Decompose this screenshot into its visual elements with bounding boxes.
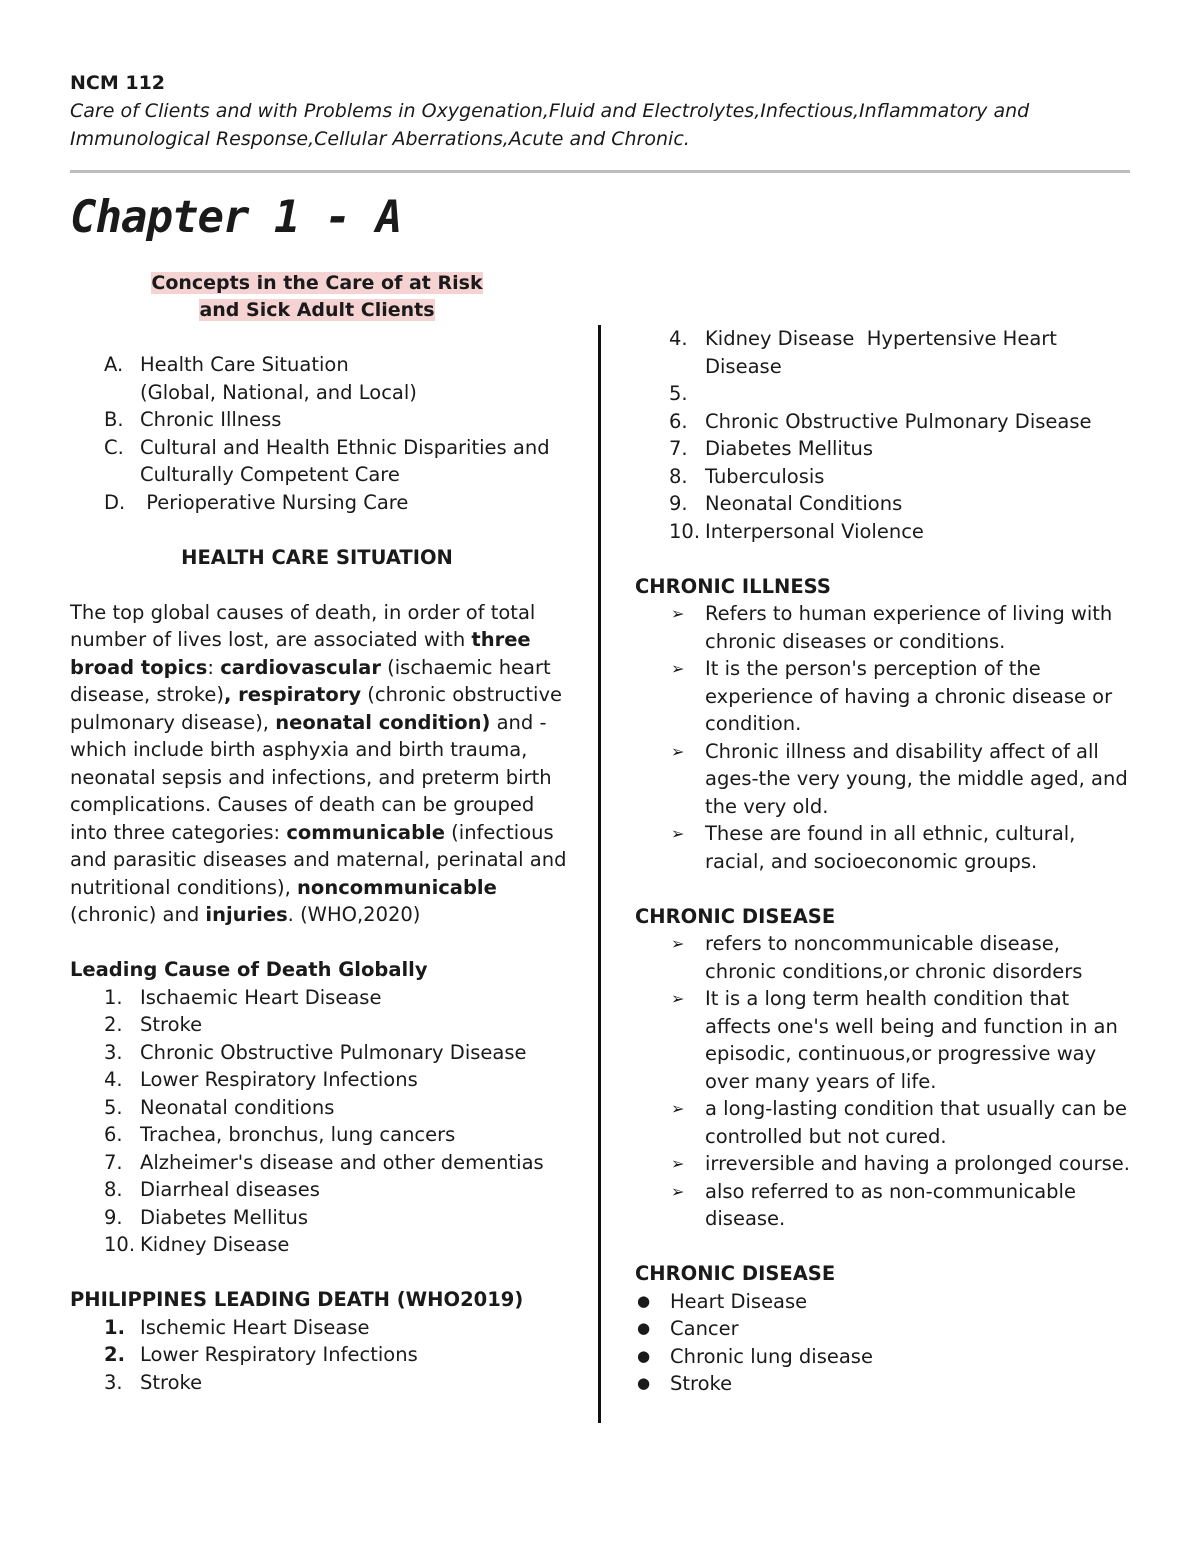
list-item: 4. Lower Respiratory Infections — [104, 1068, 418, 1091]
dot-bullet-icon: ● — [637, 1346, 651, 1365]
global-causes-list — [70, 984, 570, 1259]
arrow-bullet-icon: ➢ — [671, 934, 685, 953]
list-item: ➢ It is the person's perception of the experience of having a chronic disease or condition. — [671, 657, 1113, 735]
course-code: NCM 112 — [70, 72, 166, 94]
list-item: 8. Tuberculosis — [669, 464, 825, 488]
outline-item — [70, 489, 570, 517]
health-care-paragraph: The top global causes of death, in order of total number of lives lost, are associated with three broad topics: cardiovascular (ischaemic heart disease, stroke), respiratory (chronic obstructive pulmonary disease), neonatal condition) and - which include birth asphyxia and birth trauma, neonatal sepsis and infections, and preterm birth complications. Causes of death can be grouped into three categories: communicable (infectious and parasitic diseases and maternal, perinatal and nutritional conditions), noncommunicable (chronic) and injuries. (WHO,2020) — [70, 600, 567, 926]
list-item: 1. Ischemic Heart Disease — [104, 1315, 370, 1339]
dot-bullet-icon: ● — [637, 1319, 651, 1337]
outline-text: (Global, National, and Local) — [140, 380, 417, 404]
header-rule — [70, 170, 1130, 173]
arrow-bullet-icon: ➢ — [671, 824, 685, 843]
arrow-bullet-icon: ➢ — [671, 1154, 685, 1173]
global-causes-heading: Leading Cause of Death Globally — [70, 958, 428, 981]
arrow-bullet-icon: ➢ — [671, 1099, 685, 1118]
list-item: 10. Interpersonal Violence — [669, 519, 924, 543]
list-item: ➢ a long-lasting condition that usually can be controlled but not cured. — [671, 1097, 1127, 1148]
list-item: 3. Stroke — [104, 1370, 203, 1394]
chronic-illness-list — [635, 600, 1135, 875]
chapter-title: Chapter 1 - A — [70, 192, 402, 243]
outline-text: Cultural and Health Ethnic Disparities and — [140, 435, 550, 459]
list-item: ● Heart Disease — [635, 1288, 1135, 1316]
list-item: ● Stroke — [635, 1370, 1135, 1398]
list-item: ● Cancer — [635, 1315, 1135, 1343]
health-care-heading: HEALTH CARE SITUATION — [181, 545, 453, 569]
list-item: ➢ also referred to as non-communicable disease. — [671, 1179, 1076, 1230]
list-item: 8. Diarrheal diseases — [104, 1178, 320, 1201]
list-item: 1. Ischaemic Heart Disease — [104, 985, 382, 1009]
left-column — [70, 351, 570, 1396]
list-item: 4. Kidney Disease Hypertensive Heart Disease — [669, 327, 1057, 378]
outline-marker: A. — [104, 353, 124, 376]
course-description: Care of Clients and with Problems in Oxygenation,Fluid and Electrolytes,Infectious,Inflammatory and Immunological Response,Cellular Aberrations,Acute and Chronic. — [70, 100, 1030, 150]
outline-marker: B. — [104, 408, 124, 431]
ph-causes-heading: PHILIPPINES LEADING DEATH (WHO2019) — [70, 1288, 524, 1311]
outline-marker: D. — [104, 490, 126, 514]
outline-item — [70, 406, 570, 434]
list-item: 9. Diabetes Mellitus — [104, 1205, 308, 1229]
arrow-bullet-icon: ➢ — [671, 741, 685, 761]
chronic-illness-heading: CHRONIC ILLNESS — [635, 574, 831, 598]
arrow-bullet-icon: ➢ — [671, 1181, 685, 1201]
outline-marker: C. — [104, 435, 124, 459]
dot-bullet-icon: ● — [637, 1374, 651, 1392]
list-item: 3. Chronic Obstructive Pulmonary Disease — [104, 1040, 527, 1064]
list-item: 2. Lower Respiratory Infections — [104, 1343, 418, 1366]
list-item: 6. Chronic Obstructive Pulmonary Disease — [669, 409, 1092, 433]
outline-text: Perioperative Nursing Care — [140, 490, 409, 514]
outline-text: Culturally Competent Care — [140, 463, 400, 486]
list-item: 7. Alzheimer's disease and other dementias — [104, 1150, 544, 1174]
chronic-disease-examples-heading: CHRONIC DISEASE — [635, 1262, 836, 1285]
list-item: ➢ irreversible and having a prolonged course. — [635, 1150, 1135, 1178]
chapter-subtitle — [70, 270, 564, 324]
chronic-disease-examples-list — [635, 1288, 1135, 1398]
outline-text: Chronic Illness — [140, 408, 282, 431]
chronic-disease-heading: CHRONIC DISEASE — [635, 904, 836, 928]
list-item: 6. Trachea, bronchus, lung cancers — [104, 1123, 456, 1146]
list-item: 5. Neonatal conditions — [104, 1095, 335, 1119]
list-item: ● Chronic lung disease — [635, 1343, 1135, 1371]
arrow-bullet-icon: ➢ — [671, 659, 685, 678]
list-item: 2. Stroke — [104, 1013, 203, 1036]
subtitle-line-1: Concepts in the Care of at Risk — [151, 272, 483, 294]
subtitle-line-2: and Sick Adult Clients — [199, 299, 435, 321]
outline-list — [70, 351, 570, 516]
list-item: ➢ It is a long term health condition that affects one's well being and function in an episodic, continuous,or progressive way over many years of life. — [671, 987, 1118, 1093]
dot-bullet-icon: ● — [637, 1291, 651, 1310]
arrow-bullet-icon: ➢ — [671, 989, 685, 1008]
ph-causes-list — [70, 1314, 570, 1397]
arrow-bullet-icon: ➢ — [671, 604, 685, 623]
list-item: ➢ refers to noncommunicable disease, chronic conditions,or chronic disorders — [671, 932, 1083, 983]
list-item: ➢ Chronic illness and disability affect of all ages-the very young, the middle aged, and the very old. — [671, 739, 1128, 818]
list-item: ➢ These are found in all ethnic, cultural, racial, and socioeconomic groups. — [671, 822, 1076, 873]
chronic-disease-list — [635, 930, 1135, 1233]
list-item: 10. Kidney Disease — [104, 1233, 290, 1256]
column-divider — [598, 325, 601, 1423]
outline-item — [70, 434, 570, 489]
list-item: 7. Diabetes Mellitus — [669, 437, 873, 460]
ph-causes-list-continued — [635, 325, 1135, 545]
list-item: 9. Neonatal Conditions — [669, 492, 903, 515]
right-column — [635, 325, 1135, 1398]
list-item: ➢ Refers to human experience of living with chronic diseases or conditions. — [671, 602, 1113, 653]
list-item: 5. — [669, 382, 688, 405]
outline-text: Health Care Situation — [140, 353, 349, 376]
outline-item — [70, 351, 570, 406]
